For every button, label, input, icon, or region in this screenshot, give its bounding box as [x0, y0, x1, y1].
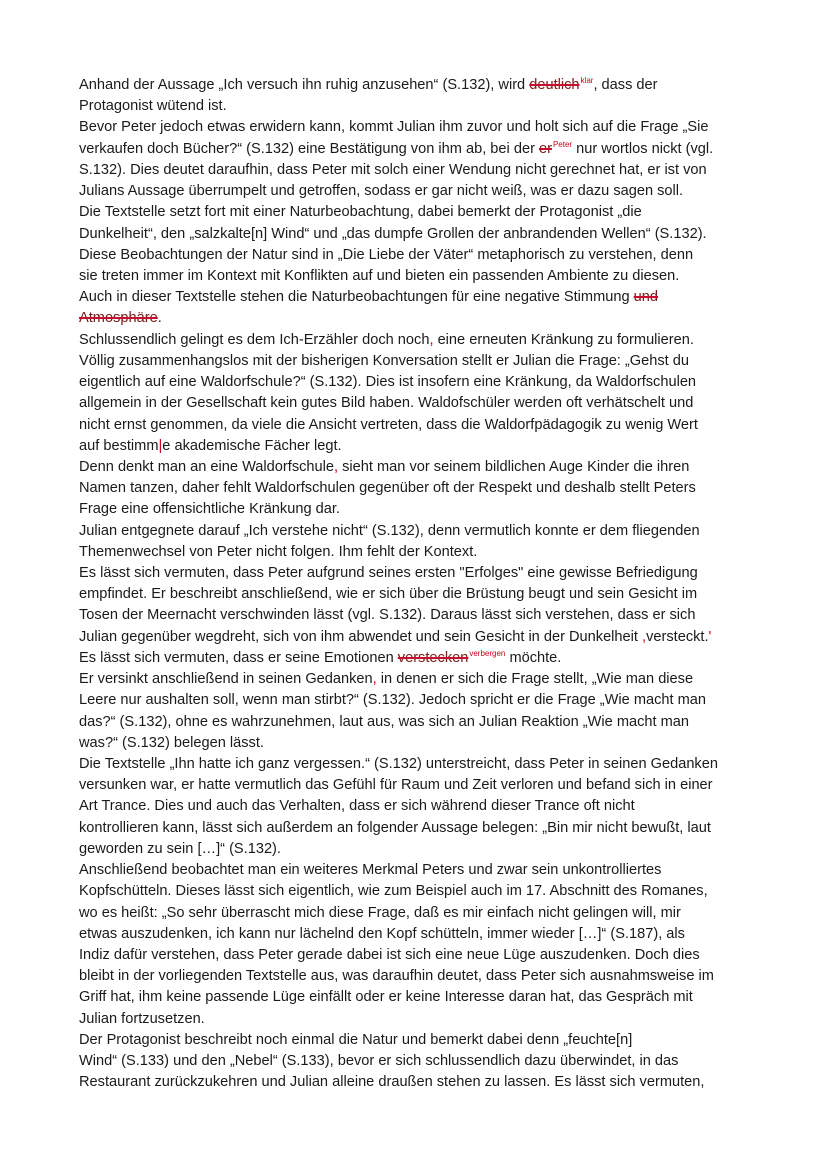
text-line	[79, 987, 718, 1008]
text-segment: Die Textstelle setzt fort mit einer Naturbeobachtung, dabei bemerkt der Protagonist „die	[79, 204, 642, 221]
text-line	[79, 775, 718, 796]
text-segment: nur wortlos nickt (vgl.	[572, 140, 714, 157]
text-line	[79, 457, 718, 478]
text-segment: kontrollieren kann, lässt sich außerdem an folgender Aussage belegen: „Bin mir nicht bewußt, laut	[79, 819, 711, 836]
text-line	[79, 542, 718, 563]
handwritten-correction: klar	[580, 76, 594, 85]
text-line	[79, 796, 718, 817]
text-segment: Griff hat, ihm keine passende Lüge einfällt oder er keine Interesse daran hat, das Gespräch mit	[79, 989, 693, 1006]
text-line	[79, 1072, 718, 1093]
text-segment: Der Protagonist beschreibt noch einmal die Natur und bemerkt dabei denn „feuchte[n]	[79, 1031, 633, 1048]
text-line	[79, 881, 718, 902]
text-segment: Es lässt sich vermuten, dass er seine Emotionen	[79, 649, 398, 666]
text-line	[79, 627, 718, 648]
text-line	[79, 733, 718, 754]
text-segment: das?“ (S.132), ohne es wahrzunehmen, laut aus, was sich an Julian Reaktion „Wie macht man	[79, 713, 690, 730]
text-segment: möchte.	[505, 649, 562, 666]
text-segment: Diese Beobachtungen der Natur sind in „Die Liebe der Väter“ metaphorisch zu verstehen, denn	[79, 246, 694, 263]
text-line	[79, 330, 718, 351]
text-line	[79, 605, 718, 626]
text-segment: Anschließend beobachtet man ein weiteres Merkmal Peters und zwar sein unkontrolliertes	[79, 862, 662, 879]
text-line	[79, 860, 718, 881]
text-segment: Restaurant zurückzukehren und Julian alleine draußen stehen zu lassen. Es lässt sich vermuten,	[79, 1074, 705, 1091]
correction	[79, 310, 158, 326]
text-segment: Es lässt sich vermuten, dass Peter aufgrund seines ersten "Erfolges" eine gewisse Befriedigung	[79, 565, 698, 582]
text-line	[79, 224, 718, 245]
text-line	[79, 393, 718, 414]
correction-mark: ,	[429, 331, 434, 348]
text-segment: allgemein in der Gesellschaft kein gutes Bild haben. Waldofschüler werden oft verhätschelt und	[79, 395, 694, 412]
text-line	[79, 669, 718, 690]
text-line	[79, 436, 718, 457]
correction-mark: |	[158, 437, 163, 454]
text-line	[79, 903, 718, 924]
text-segment: Anhand der Aussage „Ich versuch ihn ruhig anzusehen“ (S.132), wird	[79, 77, 530, 93]
text-segment: Themenwechsel von Peter nicht folgen. Ihm fehlt der Kontext.	[79, 543, 478, 560]
correction-mark: ,	[642, 628, 647, 645]
text-line	[79, 521, 718, 542]
text-line	[79, 648, 718, 669]
text-segment: sieht man vor seinem bildlichen Auge Kinder die ihren	[338, 458, 690, 475]
correction	[539, 141, 572, 157]
text-segment: Protagonist wütend ist.	[79, 98, 227, 115]
text-segment: Julian gegenüber wegdreht, sich von ihm abwendet und sein Gesicht in der Dunkelheit	[79, 628, 643, 645]
text-segment: Die Textstelle „Ihn hatte ich ganz vergessen.“ (S.132) unterstreicht, dass Peter in seinen Gedanken	[79, 756, 718, 772]
correction-mark: ,	[334, 458, 339, 475]
text-segment: .	[157, 310, 162, 327]
text-segment: Julians Aussage überrumpelt und getroffen, sodass er gar nicht weiß, was er dazu sagen soll.	[79, 183, 684, 200]
text-line	[79, 245, 718, 266]
text-line	[79, 96, 718, 117]
strikethrough-correction: er	[538, 140, 552, 157]
text-line	[79, 266, 718, 287]
text-segment: Er versinkt anschließend in seinen Gedanken	[79, 671, 373, 688]
text-segment: , dass der	[593, 77, 658, 93]
strikethrough-correction: und	[633, 289, 658, 306]
text-segment: Indiz dafür verstehen, dass Peter gerade dabei ist sich eine neue Lüge auszudenken. Doch dies	[79, 946, 700, 963]
text-segment: sie treten immer im Kontext mit Konflikten auf und bieten ein passenden Ambiente zu diesen.	[79, 267, 680, 284]
text-segment: Tosen der Meernacht verschwinden lässt (vgl. S.132). Daraus lässt sich verstehen, dass er sich	[79, 607, 696, 624]
text-line	[79, 712, 718, 733]
text-segment: verkaufen doch Bücher?“ (S.132) eine Bestätigung von ihm ab, bei der	[79, 140, 539, 157]
text-line	[79, 499, 718, 520]
text-segment: wo es heißt: „So sehr überrascht mich diese Frage, daß es mir einfach nicht gelingen will, mir	[79, 904, 681, 921]
correction	[398, 650, 506, 666]
text-segment: Wind“ (S.133) und den „Nebel“ (S.133), bevor er sich schlussendlich dazu überwindet, in das	[79, 1053, 679, 1070]
text-segment: Kopfschütteln. Dieses lässt sich eigentlich, wie zum Beispiel auch im 17. Abschnitt des Romanes,	[79, 883, 708, 900]
text-line	[79, 372, 718, 393]
text-line	[79, 75, 718, 96]
text-line	[79, 1009, 718, 1030]
text-segment: empfindet. Er beschreibt anschließend, wie er sich über die Brüstung beugt und sein Gesicht im	[79, 586, 698, 603]
text-line	[79, 160, 718, 181]
text-segment: Julian fortzusetzen.	[79, 1010, 205, 1027]
text-line	[79, 415, 718, 436]
text-segment: eigentlich auf eine Waldorfschule?“ (S.132). Dies ist insofern eine Kränkung, da Waldorfschulen	[79, 374, 697, 391]
text-line	[79, 839, 718, 860]
text-segment: Namen tanzen, daher fehlt Waldorfschulen gegenüber oft der Respekt und deshalb stellt Peters	[79, 480, 696, 497]
text-segment: etwas auszudenken, ich kann nur lächelnd den Kopf schütteln, immer wieder […]“ (S.187), als	[79, 925, 685, 942]
document-body	[79, 75, 718, 1094]
text-line	[79, 139, 718, 160]
text-segment: Frage eine offensichtliche Kränkung dar.	[79, 501, 340, 518]
text-segment: nicht ernst genommen, da viele die Ansicht vertreten, dass die Waldorfpädagogik zu wenig Wert	[79, 416, 698, 433]
text-segment: Schlussendlich gelingt es dem Ich-Erzähler doch noch	[79, 331, 430, 348]
text-segment: eine erneuten Kränkung zu formulieren.	[433, 331, 694, 348]
text-segment: Völlig zusammenhangslos mit der bisherigen Konversation stellt er Julian die Frage: „Gehst du	[79, 352, 690, 369]
text-segment: geworden zu sein […]“ (S.132).	[79, 840, 281, 857]
text-line	[79, 563, 718, 584]
text-line	[79, 966, 718, 987]
text-segment: S.132). Dies deutet daraufhin, dass Peter mit solch einer Wendung nicht gerechnet hat, er ist von	[79, 161, 707, 178]
correction-mark: '	[708, 628, 712, 645]
text-segment: bleibt in der vorliegenden Textstelle aus, was daraufhin deutet, dass Peter sich ausnahmsweise im	[79, 968, 714, 985]
text-segment: Leere nur aushalten soll, wenn man stirbt?“ (S.132). Jedoch spricht er die Frage „Wie macht man	[79, 692, 707, 709]
text-line	[79, 287, 718, 308]
text-segment: was?“ (S.132) belegen lässt.	[79, 734, 264, 751]
text-line	[79, 202, 718, 223]
text-segment: Auch in dieser Textstelle stehen die Naturbeobachtungen für eine negative Stimmung	[79, 289, 634, 306]
text-line	[79, 924, 718, 945]
text-segment: Bevor Peter jedoch etwas erwidern kann, kommt Julian ihm zuvor und holt sich auf die Frage „Sie	[79, 119, 709, 136]
handwritten-correction: verbergen	[469, 648, 506, 658]
text-line	[79, 181, 718, 202]
text-segment: Art Trance. Dies und auch das Verhalten, dass er sich während dieser Trance oft nicht	[79, 798, 635, 815]
handwritten-correction: Peter	[552, 139, 573, 149]
correction-mark: ,	[372, 671, 377, 688]
text-segment: Dunkelheit“, den „salzkalte[n] Wind“ und „das dumpfe Grollen der anbrandenden Wellen“ (S.132).	[79, 225, 707, 242]
strikethrough-correction: verstecken	[397, 649, 469, 666]
text-line	[79, 351, 718, 372]
text-line	[79, 754, 718, 775]
text-line	[79, 945, 718, 966]
text-line	[79, 584, 718, 605]
text-segment: in denen er sich die Frage stellt, „Wie man diese	[376, 671, 694, 688]
text-segment: e akademische Fächer legt.	[162, 437, 342, 454]
text-line	[79, 1030, 718, 1051]
text-segment: versunken war, er hatte vermutlich das Gefühl für Raum und Zeit verloren und befand sich in einer	[79, 777, 713, 794]
strikethrough-correction: deutlich	[529, 77, 580, 93]
text-segment: versteckt.	[646, 628, 709, 645]
text-line	[79, 690, 718, 711]
correction	[634, 289, 658, 305]
correction	[529, 77, 593, 93]
text-segment: auf bestimm	[79, 437, 159, 454]
text-line	[79, 818, 718, 839]
strikethrough-correction: Atmosphäre	[79, 310, 158, 327]
text-line	[79, 1051, 718, 1072]
text-segment: Denn denkt man an eine Waldorfschule	[79, 458, 334, 475]
text-line	[79, 308, 718, 329]
text-segment: Julian entgegnete darauf „Ich verstehe nicht“ (S.132), denn vermutlich konnte er dem fliegenden	[79, 522, 700, 539]
text-line	[79, 478, 718, 499]
text-line	[79, 117, 718, 138]
